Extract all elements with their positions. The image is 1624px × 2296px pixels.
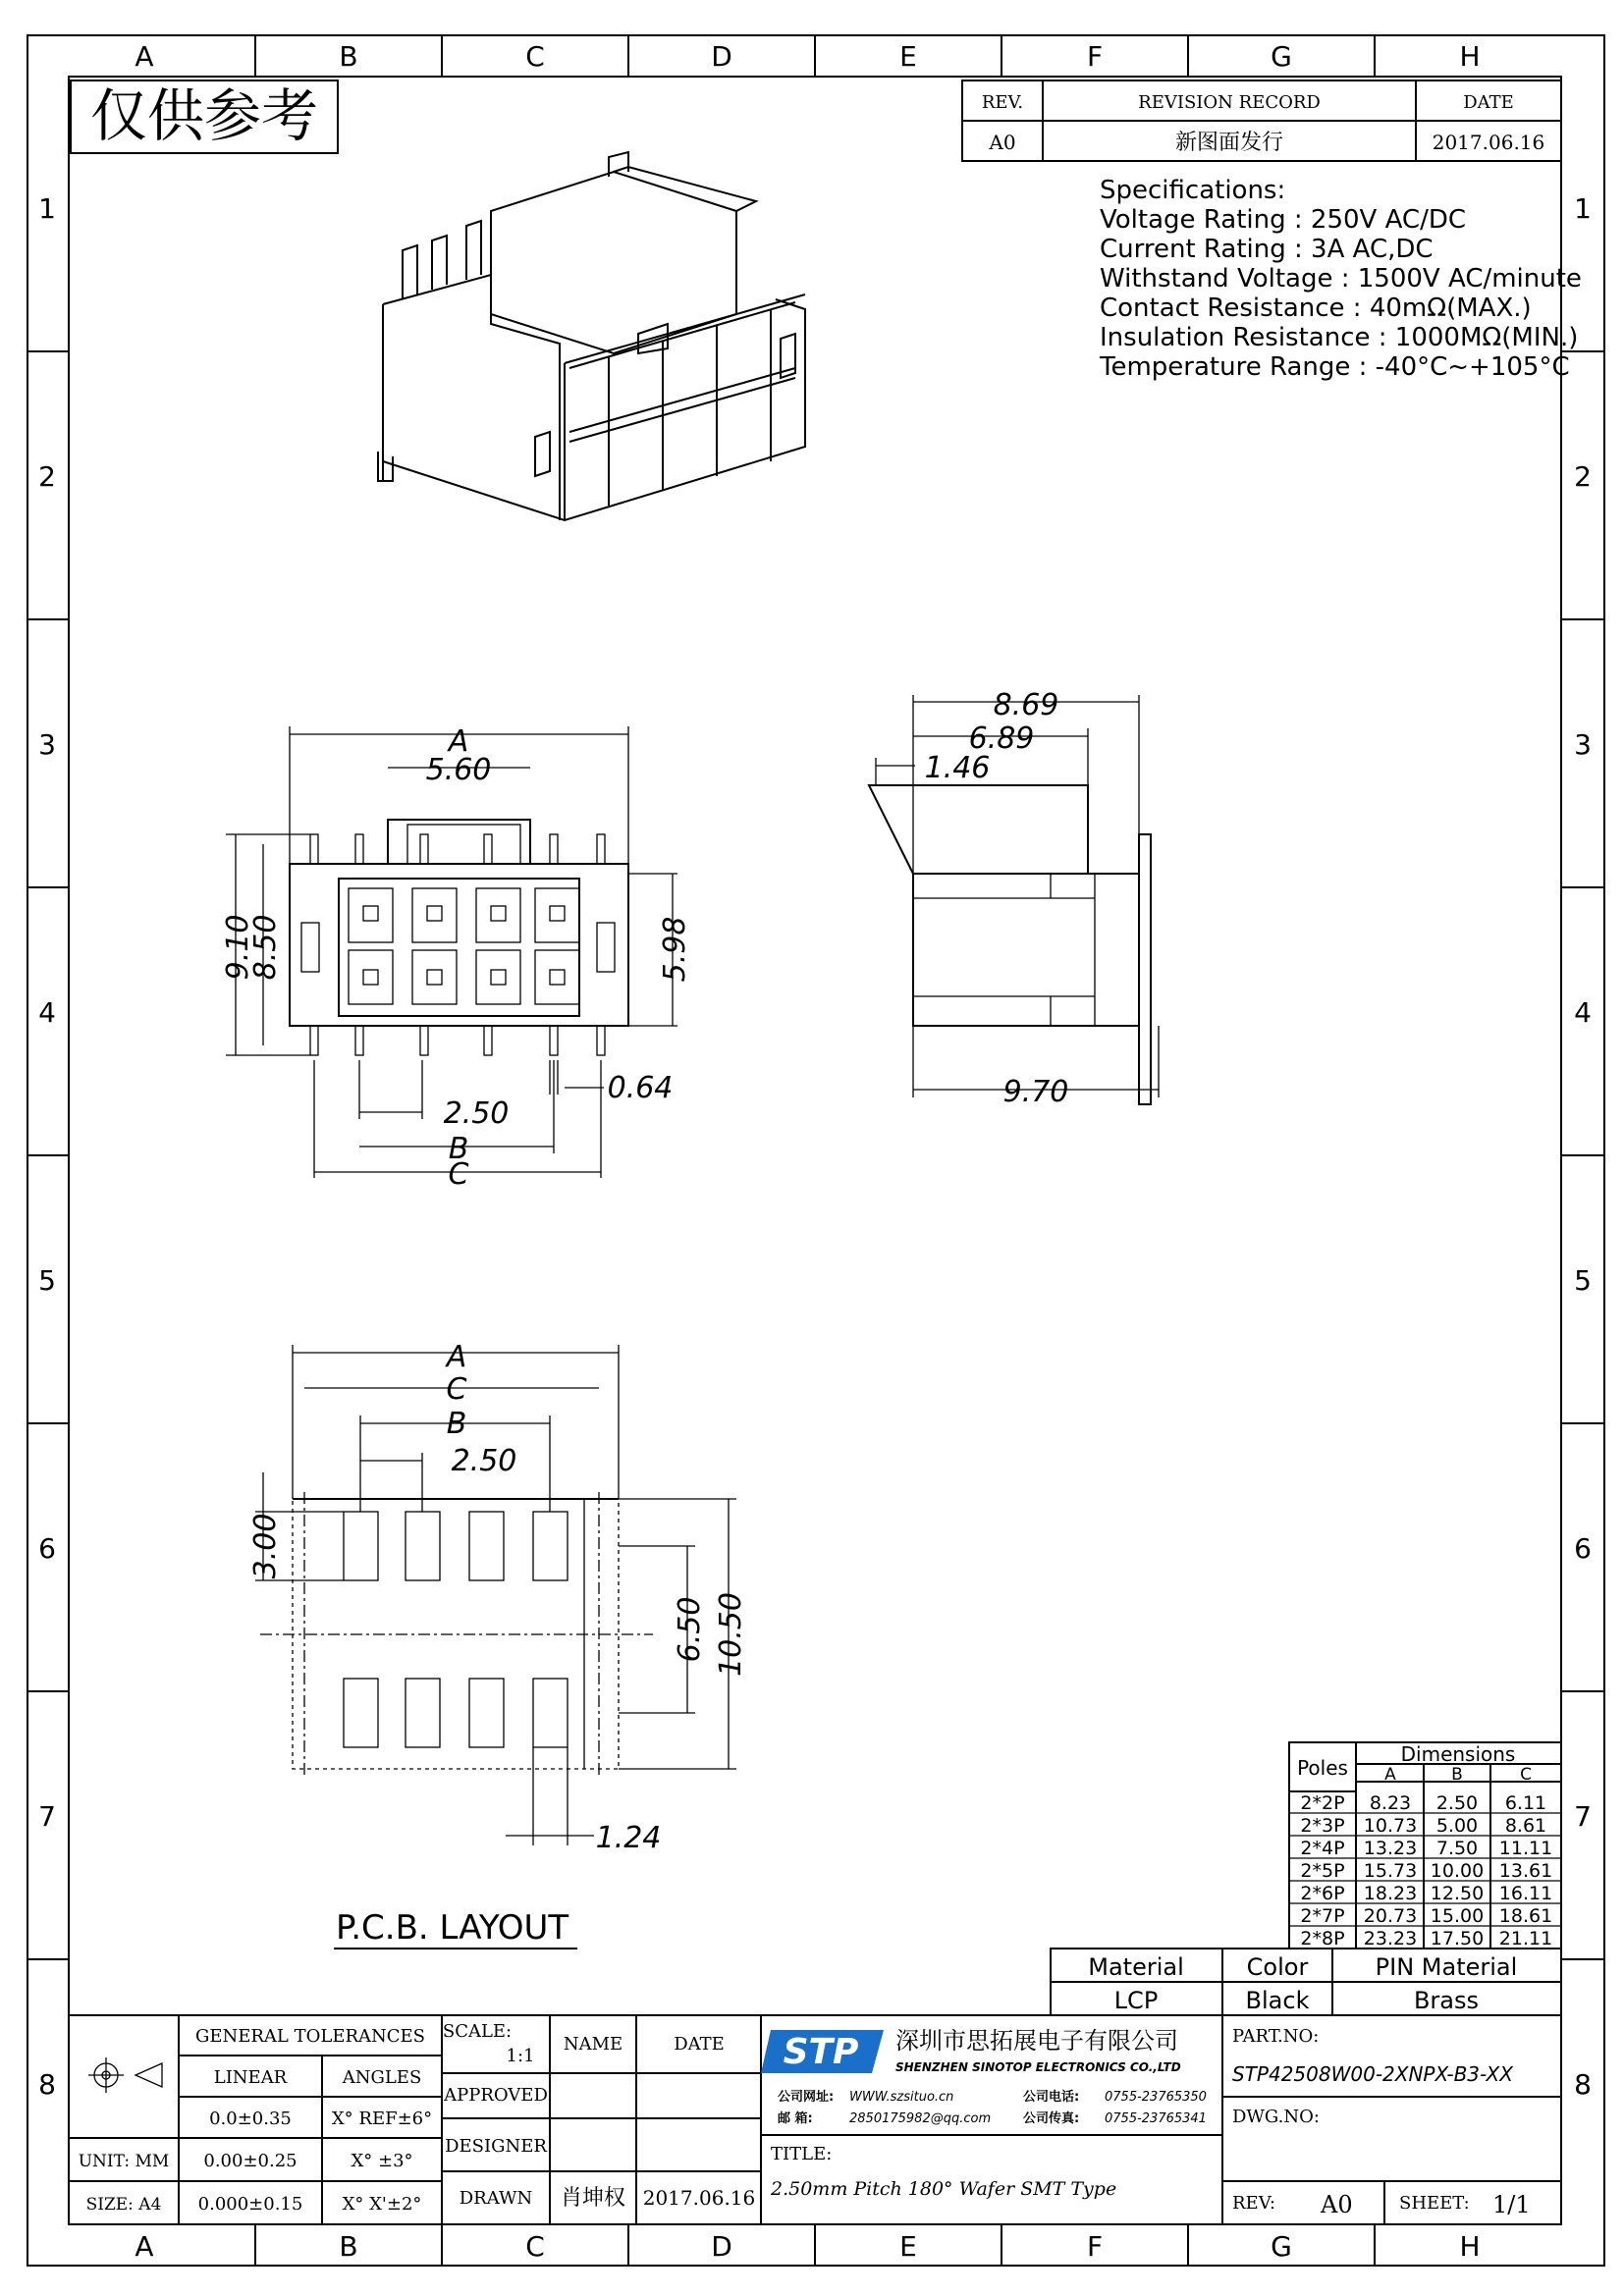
row-label: 8 [38,2068,56,2101]
dwg-no-label: DWG.NO: [1232,2107,1320,2127]
table-cell: 8.61 [1504,1815,1547,1837]
col-label: B [339,2230,358,2263]
linear-label: LINEAR [213,2067,288,2088]
dim-b: B [448,1132,469,1166]
dim-5-60: 5.60 [425,753,492,787]
row-label: 2 [38,460,56,493]
dim-5-98: 5.98 [658,916,692,983]
col-label: D [711,2230,732,2263]
title-block [69,2015,1561,2224]
col-label: C [525,40,545,73]
pcb-dim-a: A [446,1340,467,1374]
rev-label: REV: [1232,2193,1275,2214]
row-label: 4 [38,996,56,1029]
dim-8-69: 8.69 [993,688,1059,722]
spec-line: Voltage Rating : 250V AC/DC [1100,205,1467,235]
tel-label: 公司电话: [1023,2090,1080,2105]
col-label: F [1086,40,1104,73]
fax-value: 0755-23765341 [1105,2111,1207,2126]
table-cell: 8.23 [1369,1792,1412,1814]
revision-record-value: 新图面发行 [1174,131,1284,155]
row-grid [27,351,1604,1959]
table-cell: 18.23 [1363,1883,1418,1904]
row-label: 5 [38,1264,56,1297]
spec-line: Contact Resistance : 40mΩ(MAX.) [1100,294,1532,323]
row-label: 8 [1574,2068,1592,2101]
table-cell: 18.61 [1498,1905,1553,1927]
angles-label: ANGLES [342,2067,422,2088]
color-value: Black [1245,1987,1310,2014]
dimension-table [1289,1742,1561,1949]
part-no-label: PART.NO: [1232,2026,1320,2047]
tolerance-linear: 0.000±0.15 [197,2194,303,2215]
isometric-connector-view [378,152,805,520]
spec-line: Withstand Voltage : 1500V AC/minute [1100,264,1582,294]
row-label: 3 [1574,728,1592,761]
table-cell: 15.00 [1430,1905,1485,1927]
drawing-title: 2.50mm Pitch 180° Wafer SMT Type [771,2178,1117,2200]
dim-1-46: 1.46 [924,751,991,785]
col-c: C [1520,1765,1532,1785]
sheet-label: SHEET: [1399,2193,1470,2214]
col-label: F [1086,2230,1104,2263]
color-header: Color [1246,1953,1309,1981]
dim-c: C [448,1157,469,1192]
row-label: 2 [1574,460,1592,493]
col-label: E [899,40,917,73]
row-labels-left [38,192,56,2101]
rev-value: A0 [1321,2191,1353,2218]
drawn-label: DRAWN [459,2188,533,2209]
mail-value: 2850175982@qq.com [849,2111,992,2126]
row-label: 6 [1574,1532,1592,1565]
sheet-value: 1/1 [1492,2191,1531,2218]
tolerance-angle: X° REF±6° [331,2109,433,2129]
web-value: WWW.szsituo.cn [849,2090,954,2105]
pcb-layout-title: P.C.B. LAYOUT [336,1908,569,1948]
material-value: LCP [1113,1987,1159,2014]
col-label: G [1271,40,1292,73]
table-cell: 13.61 [1498,1860,1553,1882]
table-cell: 12.50 [1430,1883,1485,1904]
spec-line: Current Rating : 3A AC,DC [1100,235,1434,264]
row-label: 1 [1574,192,1592,225]
col-a: A [1384,1765,1396,1785]
dim-8-50: 8.50 [248,914,283,981]
size-label: SIZE: A4 [85,2195,162,2215]
pin-material-value: Brass [1413,1987,1480,2014]
row-label: 6 [38,1532,56,1565]
drawn-name: 肖坤权 [560,2186,626,2211]
table-cell: 10.00 [1430,1860,1485,1882]
tolerance-linear: 0.0±0.35 [209,2109,292,2129]
row-label: 3 [38,728,56,761]
web-label: 公司网址: [778,2090,835,2105]
table-cell: 11.11 [1498,1838,1553,1859]
table-cell: 6.11 [1504,1792,1547,1814]
dim-a: A [448,724,469,759]
table-cell: 2*6P [1300,1883,1345,1904]
table-cell: 7.50 [1435,1838,1479,1859]
company-logo [761,2030,884,2073]
spec-line: Insulation Resistance : 1000MΩ(MIN.) [1100,323,1579,352]
dim-9-10: 9.10 [221,914,255,981]
pcb-dim-10-50: 10.50 [714,1592,748,1677]
approved-label: APPROVED [444,2085,548,2106]
pin-material-header: PIN Material [1375,1953,1518,1981]
table-cell: 21.11 [1498,1928,1553,1949]
pcb-dim-1-24: 1.24 [595,1821,662,1855]
scale-value: 1:1 [506,2046,535,2066]
date-label: DATE [674,2034,725,2055]
tolerance-angle: X° ±3° [351,2151,413,2171]
rev-header: REV. [981,92,1024,113]
col-label: A [135,2230,154,2263]
col-label: G [1271,2230,1292,2263]
table-cell: 2*8P [1300,1928,1345,1949]
table-cell: 15.73 [1363,1860,1418,1882]
pcb-layout [248,1340,748,1949]
tel-value: 0755-23765350 [1105,2090,1207,2105]
front-view [221,724,692,1192]
part-no-value: STP42508W00-2XNPX-B3-XX [1232,2062,1513,2086]
table-cell: 2.50 [1435,1792,1479,1814]
table-cell: 2*7P [1300,1905,1345,1927]
stamp-text: 仅供参考 [89,82,319,149]
row-label: 7 [1574,1800,1592,1833]
rev-value: A0 [989,131,1016,154]
drawn-date: 2017.06.16 [642,2186,756,2210]
title-label: TITLE: [771,2144,833,2164]
company-name-cn: 深圳市思拓展电子有限公司 [895,2027,1178,2055]
dim-9-70: 9.70 [1002,1075,1069,1109]
table-cell: 2*3P [1300,1815,1345,1837]
table-cell: 2*4P [1300,1838,1345,1859]
table-cell: 20.73 [1363,1905,1418,1927]
dimensions-header: Dimensions [1400,1742,1516,1766]
row-label: 7 [38,1800,56,1833]
pcb-dim-6-50: 6.50 [673,1596,707,1663]
col-label: H [1459,40,1481,73]
tolerances-title: GENERAL TOLERANCES [194,2026,426,2047]
pcb-dim-2-50: 2.50 [451,1444,517,1478]
table-cell: 2*5P [1300,1860,1345,1882]
table-cell: 13.23 [1363,1838,1418,1859]
reference-stamp [71,80,338,153]
pcb-dim-3-00: 3.00 [248,1513,283,1579]
col-label: E [899,2230,917,2263]
fax-label: 公司传真: [1023,2111,1080,2126]
revision-record-header: REVISION RECORD [1138,92,1321,113]
table-cell: 5.00 [1435,1815,1479,1837]
company-name-en: SHENZHEN SINOTOP ELECTRONICS CO.,LTD [895,2060,1181,2074]
column-labels-top [135,40,1480,73]
tolerance-linear: 0.00±0.25 [203,2151,298,2171]
material-table [1051,1949,1561,2015]
scale-label: SCALE: [442,2021,513,2042]
revision-table [962,80,1561,161]
row-labels-right [1574,192,1592,2101]
col-label: A [135,40,154,73]
spec-line: Temperature Range : -40°C~+105°C [1100,352,1570,382]
col-label: H [1459,2230,1481,2263]
dim-0-64: 0.64 [607,1071,674,1105]
dim-2-50: 2.50 [443,1096,510,1131]
table-cell: 16.11 [1498,1883,1553,1904]
side-view [869,688,1159,1109]
poles-header: Poles [1297,1756,1348,1780]
spec-title: Specifications: [1100,176,1286,205]
mail-label: 邮 箱: [778,2111,813,2126]
dim-6-89: 6.89 [968,721,1035,756]
col-b: B [1451,1765,1463,1785]
logo-text: STP [783,2032,859,2072]
unit-label: UNIT: MM [78,2152,170,2171]
pcb-dim-b: B [446,1407,467,1441]
tolerance-angle: X° X'±2° [342,2194,422,2215]
column-labels-bottom [135,2230,1480,2263]
table-cell: 10.73 [1363,1815,1418,1837]
specifications [1099,176,1582,382]
col-label: D [711,40,732,73]
designer-label: DESIGNER [445,2136,547,2157]
row-label: 1 [38,192,56,225]
table-cell: 2*2P [1300,1792,1345,1814]
material-header: Material [1088,1953,1184,1981]
table-cell: 17.50 [1430,1928,1485,1949]
table-cell: 23.23 [1363,1928,1418,1949]
row-label: 5 [1574,1264,1592,1297]
pcb-dim-c: C [446,1372,467,1407]
row-label: 4 [1574,996,1592,1029]
date-value: 2017.06.16 [1432,131,1545,154]
date-header: DATE [1463,92,1514,113]
col-label: B [339,40,358,73]
projection-symbol [88,2057,162,2093]
col-label: C [525,2230,545,2263]
name-label: NAME [563,2034,623,2055]
